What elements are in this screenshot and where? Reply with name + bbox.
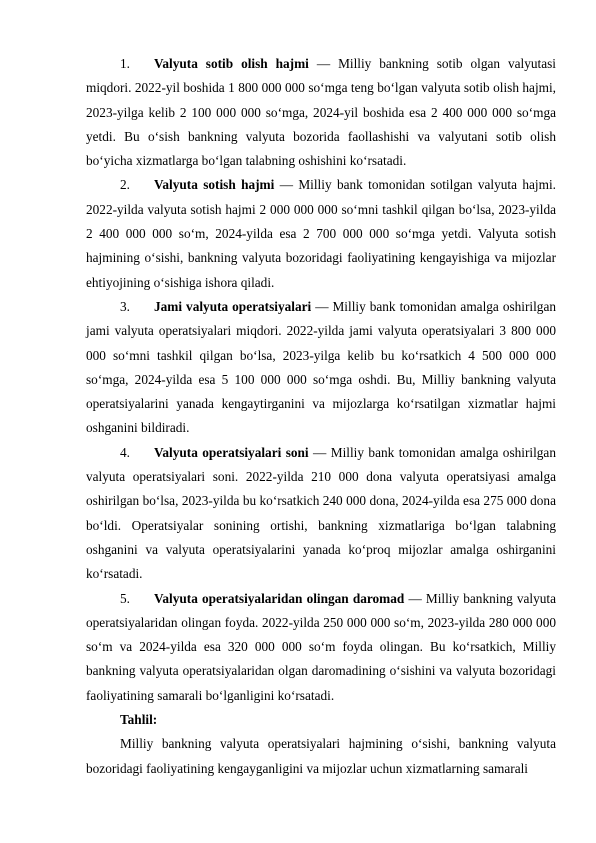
list-item-text: — Milliy bank tomonidan amalga oshirilgan jami valyuta operatsiyalari miqdori. 2022-yilda jami valyuta operatsiyalari 3 800 000 000 so‘mni tashkil qilgan bo‘lsa, 2023-yilga kelib bu ko‘rsatkich 4 500 000 000 so‘mga, 2024-yilda esa 5 100 000 000 so‘mga oshdi. Bu, Milliy bankning valyuta operatsiyalarini yanada kengaytirganini va mijozlarga ko‘rsatilgan xizmatlar hajmi oshganini bildiradi. <box>86 298 556 436</box>
list-number: 4. <box>120 444 130 460</box>
list-item-term: Valyuta sotish hajmi <box>154 177 275 193</box>
list-item-text: — Milliy bank tomonidan amalga oshirilgan valyuta operatsiyalari soni. 2022-yilda 210 000 dona valyuta operatsiyasi amalga oshirilgan bo‘lsa, 2023-yilda bu ko‘rsatkich 240 000 dona, 2024-yilda esa 275 000 dona bo‘ldi. Operatsiyalar sonining ortishi, bankning xizmatlariga bo‘lgan talabning oshganini va valyuta operatsiyalarini yanada ko‘proq mijozlar amalga oshirganini ko‘rsatadi. <box>86 444 556 582</box>
document-page <box>86 52 556 781</box>
list-item-term: Valyuta operatsiyalari soni <box>154 444 309 460</box>
list-item-text: — Milliy bankning valyuta operatsiyalaridan olingan foyda. 2022-yilda 250 000 000 so‘m, 2023-yilda 280 000 000 so‘m va 2024-yilda esa 320 000 000 so‘m foyda olingan. Bu ko‘rsatkich, Milliy bankning valyuta operatsiyalaridan olgan daromadining o‘sishini va valyuta bozoridagi faoliyatining samarali bo‘lganligini ko‘rsatadi. <box>86 590 557 703</box>
list-item-term: Valyuta operatsiyalaridan olingan daromad <box>154 590 405 606</box>
list-item-1 <box>86 52 556 173</box>
list-number: 5. <box>120 590 130 606</box>
closing-paragraph: Milliy bankning valyuta operatsiyalari hajmining o‘sishi, bankning valyuta bozoridagi faoliyatining kengayganligini va mijozlar uchun xizmatlarning samarali <box>86 736 556 776</box>
list-item-2 <box>86 173 556 294</box>
list-item-text: — Milliy bankning sotib olgan valyutasi miqdori. 2022-yil boshida 1 800 000 000 so‘mga teng bo‘lgan valyuta sotib olish hajmi, 2023-yilga kelib 2 100 000 000 so‘mga, 2024-yil boshida esa 2 400 000 000 so‘mga yetdi. Bu o‘sish bankning valyuta bozorida faollashishi va valyutani sotib olish bo‘yicha xizmatlarga bo‘lgan talabning oshishini ko‘rsatadi. <box>86 56 556 169</box>
list-item-term: Jami valyuta operatsiyalari <box>154 298 312 314</box>
list-item-5 <box>86 587 556 708</box>
list-item-term: Valyuta sotib olish hajmi <box>154 56 309 71</box>
section-heading: Tahlil: <box>120 712 158 728</box>
list-number: 2. <box>120 177 130 193</box>
list-item-3 <box>86 295 556 441</box>
list-item-text: — Milliy bank tomonidan sotilgan valyuta hajmi. 2022-yilda valyuta sotish hajmi 2 000 000 000 so‘mni tashkil qilgan bo‘lsa, 2023-yilda 2 400 000 000 so‘m, 2024-yilda esa 2 700 000 000 so‘mga yetdi. Valyuta sotish hajmining o‘sishi, bankning valyuta bozoridagi faoliyatining kengayishiga va mijozlar ehtiyojining o‘sishiga ishora qiladi. <box>86 177 556 290</box>
list-number: 1. <box>120 56 130 71</box>
list-number: 3. <box>120 298 130 314</box>
list-item-4 <box>86 441 556 587</box>
